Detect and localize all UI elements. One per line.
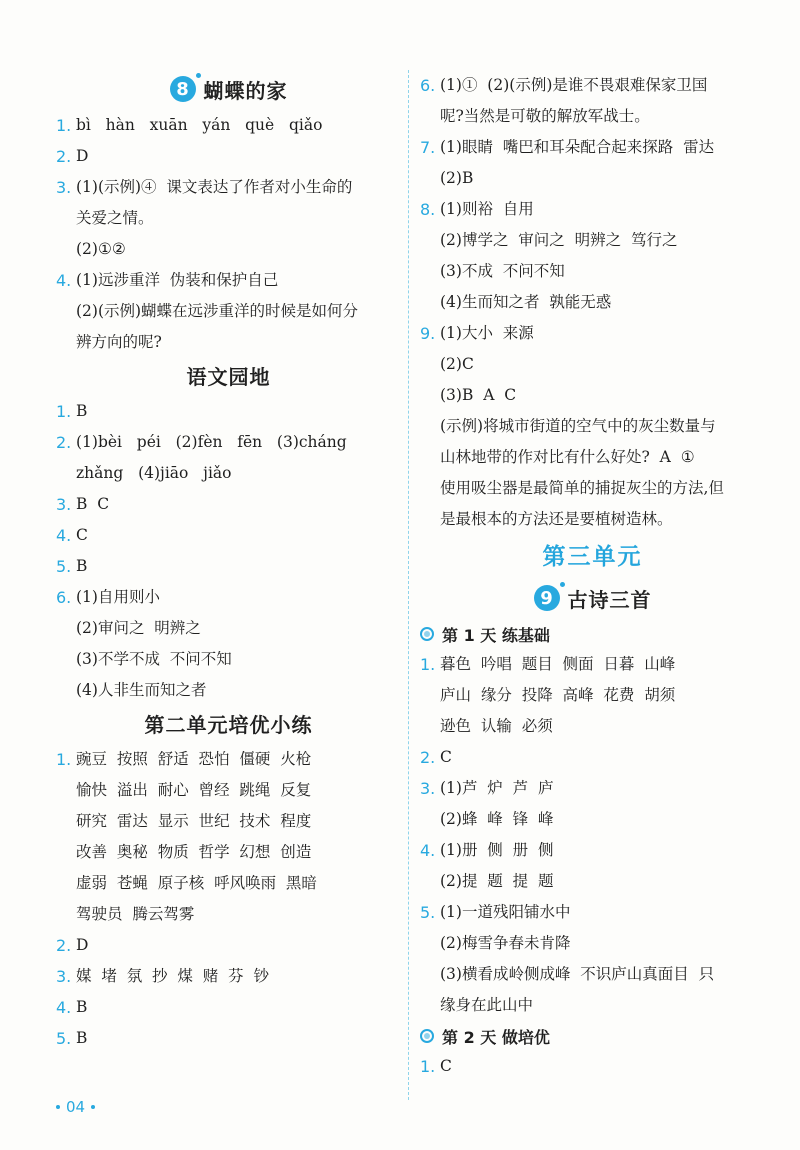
answer-line: (1)bèi péi (2)fèn fēn (3)cháng <box>76 433 347 451</box>
answer-content <box>76 427 401 489</box>
answer-content <box>76 551 401 582</box>
answer-line: (1)① (2)(示例)是谁不畏艰难保家卫国 <box>440 76 708 94</box>
answer-line: 是最根本的方法还是要植树造林。 <box>440 510 673 528</box>
question-number: 5. <box>56 557 72 576</box>
question-number: 3. <box>420 779 436 798</box>
lesson-8-heading <box>56 70 401 108</box>
answer-line: (3)横看成岭侧成峰 不识庐山真面目 只 <box>440 965 715 983</box>
answer-item <box>56 427 401 489</box>
question-number: 4. <box>56 998 72 1017</box>
lesson-9-heading <box>420 579 765 617</box>
answer-line: (1)大小 来源 <box>440 324 534 342</box>
answer-content <box>76 141 401 172</box>
answer-item <box>56 396 401 427</box>
column-divider <box>408 70 409 1100</box>
answer-content <box>76 396 401 427</box>
answer-line: B <box>76 557 88 575</box>
answer-content <box>76 930 401 961</box>
lesson-title: 蝴蝶的家 <box>203 78 288 103</box>
question-number: 1. <box>56 116 72 135</box>
target-circle-icon <box>420 1029 434 1043</box>
answer-content <box>440 742 765 773</box>
answer-line: 辨方向的呢? <box>76 333 162 351</box>
answer-line: (1)一道残阳铺水中 <box>440 903 571 921</box>
answer-line: (4)人非生而知之者 <box>76 681 207 699</box>
answer-item <box>420 835 765 897</box>
answer-line: C <box>440 748 452 766</box>
answer-line: 关爱之情。 <box>76 209 154 227</box>
lesson-8-answers <box>56 110 401 358</box>
answer-line: 改善 奥秘 物质 哲学 幻想 创造 <box>76 843 312 861</box>
answer-line: (1)自用则小 <box>76 588 160 606</box>
answer-content <box>76 110 401 141</box>
answer-content <box>76 489 401 520</box>
answer-line: 驾驶员 腾云驾雾 <box>76 905 195 923</box>
answer-line: (1)(示例)④ 课文表达了作者对小生命的 <box>76 178 353 196</box>
question-number: 2. <box>56 433 72 452</box>
answer-line: bì hàn xuān yán què qiǎo <box>76 116 323 134</box>
question-number: 4. <box>56 271 72 290</box>
answer-content <box>76 265 401 358</box>
section-title-unit2: 第二单元培优小练 <box>144 713 313 737</box>
answer-line: (1)眼睛 嘴巴和耳朵配合起来探路 雷达 <box>440 138 715 156</box>
answer-content <box>440 194 765 318</box>
lesson-number-badge: 8 <box>170 76 196 102</box>
page-footer <box>56 1098 95 1116</box>
answer-line: B C <box>76 495 110 513</box>
answer-line: 媒 堵 氛 抄 煤 赌 芬 钞 <box>76 967 269 985</box>
day-1-label: 第 1 天 练基础 <box>442 625 550 645</box>
unit2-continued-answers <box>420 70 765 535</box>
day-2-answers <box>420 1051 765 1082</box>
answer-line: (1)册 侧 册 侧 <box>440 841 554 859</box>
question-number: 2. <box>56 936 72 955</box>
answer-item <box>56 744 401 930</box>
answer-item <box>420 742 765 773</box>
answer-item <box>420 194 765 318</box>
answer-item <box>56 582 401 706</box>
day-2-label: 第 2 天 做培优 <box>442 1027 550 1047</box>
answer-line: D <box>76 147 89 165</box>
answer-item <box>420 649 765 742</box>
answer-line: (3)不成 不问不知 <box>440 262 565 280</box>
answer-content <box>440 132 765 194</box>
footer-dot <box>56 1105 60 1109</box>
question-number: 7. <box>420 138 436 157</box>
answer-item <box>56 930 401 961</box>
answer-line: zhǎng (4)jiāo jiǎo <box>76 464 232 482</box>
answer-line: 逊色 认输 必须 <box>440 717 553 735</box>
footer-dot <box>91 1105 95 1109</box>
question-number: 5. <box>56 1029 72 1048</box>
answer-line: (1)则裕 自用 <box>440 200 534 218</box>
answer-item <box>420 132 765 194</box>
question-number: 5. <box>420 903 436 922</box>
answer-item <box>420 1051 765 1082</box>
answer-content <box>440 897 765 1021</box>
answer-line: 暮色 吟唱 题目 侧面 日暮 山峰 <box>440 655 676 673</box>
answer-line: (4)生而知之者 孰能无惑 <box>440 293 612 311</box>
answer-content <box>76 992 401 1023</box>
answer-line: (2)梅雪争春未肯降 <box>440 934 571 952</box>
answer-item <box>56 992 401 1023</box>
answer-item <box>56 489 401 520</box>
answer-content <box>440 1051 765 1082</box>
unit2-answers <box>56 744 401 1054</box>
answer-line: 愉快 溢出 耐心 曾经 跳绳 反复 <box>76 781 312 799</box>
answer-line: 虚弱 苍蝇 原子核 呼风唤雨 黑暗 <box>76 874 317 892</box>
answer-content <box>76 582 401 706</box>
page-number: 04 <box>66 1098 86 1116</box>
question-number: 4. <box>420 841 436 860</box>
answer-item <box>56 520 401 551</box>
answer-item <box>56 110 401 141</box>
answer-item <box>56 172 401 265</box>
answer-line: (1)远涉重洋 伪装和保护自己 <box>76 271 279 289</box>
answer-line: B <box>76 998 88 1016</box>
answer-item <box>420 70 765 132</box>
answer-content <box>440 835 765 897</box>
answer-line: 使用吸尘器是最简单的捕捉灰尘的方法,但 <box>440 479 724 497</box>
section-title-yuwen: 语文园地 <box>186 365 271 389</box>
question-number: 6. <box>420 76 436 95</box>
answer-item <box>420 318 765 535</box>
left-column <box>56 70 401 1054</box>
answer-line: (1)芦 炉 芦 庐 <box>440 779 554 797</box>
right-column <box>420 70 765 1082</box>
answer-line: (3)B A C <box>440 386 517 404</box>
answer-item <box>420 773 765 835</box>
yuwen-answers <box>56 396 401 706</box>
question-number: 8. <box>420 200 436 219</box>
lesson-title: 古诗三首 <box>567 587 652 612</box>
question-number: 1. <box>420 655 436 674</box>
answer-line: (2)蜂 峰 锋 峰 <box>440 810 554 828</box>
answer-line: 庐山 缘分 投降 高峰 花费 胡须 <box>440 686 676 704</box>
answer-item <box>56 551 401 582</box>
answer-content <box>76 961 401 992</box>
answer-line: (2)B <box>440 169 474 187</box>
question-number: 1. <box>56 402 72 421</box>
answer-line: (3)不学不成 不问不知 <box>76 650 232 668</box>
answer-content <box>76 172 401 265</box>
question-number: 1. <box>420 1057 436 1076</box>
answer-line: D <box>76 936 89 954</box>
answer-content <box>76 520 401 551</box>
question-number: 2. <box>56 147 72 166</box>
answer-line: (2)提 题 提 题 <box>440 872 554 890</box>
target-circle-icon <box>420 627 434 641</box>
answer-line: (2)(示例)蝴蝶在远涉重洋的时候是如何分 <box>76 302 359 320</box>
question-number: 9. <box>420 324 436 343</box>
answer-line: B <box>76 402 88 420</box>
day-1-answers <box>420 649 765 1021</box>
question-number: 3. <box>56 178 72 197</box>
question-number: 3. <box>56 967 72 986</box>
answer-line: (2)C <box>440 355 474 373</box>
answer-line: C <box>76 526 88 544</box>
answer-line: B <box>76 1029 88 1047</box>
answer-content <box>440 649 765 742</box>
answer-line: 研究 雷达 显示 世纪 技术 程度 <box>76 812 312 830</box>
answer-line: 缘身在此山中 <box>440 996 534 1014</box>
question-number: 2. <box>420 748 436 767</box>
answer-content <box>440 318 765 535</box>
question-number: 3. <box>56 495 72 514</box>
answer-line: (示例)将城市街道的空气中的灰尘数量与 <box>440 417 716 435</box>
answer-content <box>440 70 765 132</box>
question-number: 1. <box>56 750 72 769</box>
answer-line: (2)博学之 审问之 明辨之 笃行之 <box>440 231 678 249</box>
answer-item <box>56 1023 401 1054</box>
answer-item <box>56 961 401 992</box>
question-number: 4. <box>56 526 72 545</box>
answer-line: 豌豆 按照 舒适 恐怕 僵硬 火枪 <box>76 750 312 768</box>
unit-3-title: 第三单元 <box>542 544 643 570</box>
lesson-number-badge: 9 <box>534 585 560 611</box>
answer-item <box>420 897 765 1021</box>
answer-line: (2)①② <box>76 240 126 258</box>
answer-line: 山林地带的作对比有什么好处? A ① <box>440 448 695 466</box>
day-1-heading <box>420 619 765 649</box>
answer-line: (2)审问之 明辨之 <box>76 619 201 637</box>
answer-line: 呢?当然是可敬的解放军战士。 <box>440 107 650 125</box>
answer-item <box>56 141 401 172</box>
answer-content <box>76 1023 401 1054</box>
day-2-heading <box>420 1021 765 1051</box>
answer-line: C <box>440 1057 452 1075</box>
question-number: 6. <box>56 588 72 607</box>
answer-item <box>56 265 401 358</box>
answer-content <box>440 773 765 835</box>
answer-content <box>76 744 401 930</box>
